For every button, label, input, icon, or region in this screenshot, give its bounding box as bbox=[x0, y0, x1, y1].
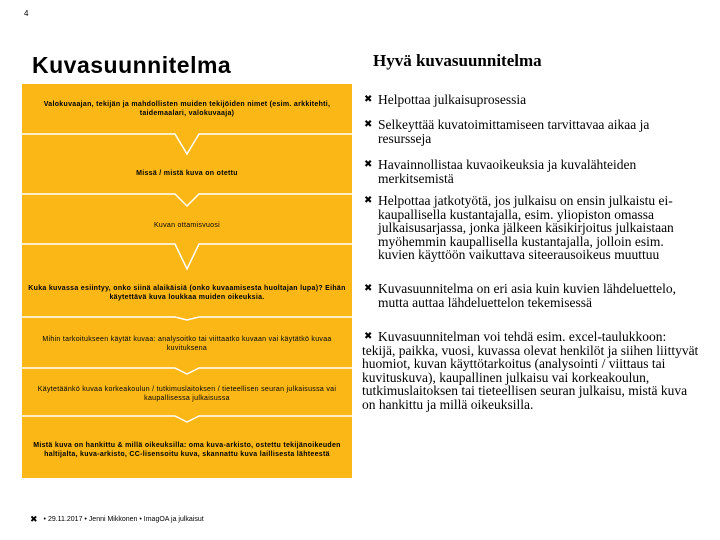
bullet-x-icon: ✖ bbox=[364, 195, 373, 206]
bullet-x-icon: ✖ bbox=[364, 331, 373, 342]
flow-step-4: Kuka kuvassa esiintyy, onko siinä alaikäisiä (onko kuvaamisesta huoltajan lupa)? Eihän käytettävä kuva loukkaa muiden oikeuksia. bbox=[28, 284, 346, 301]
bullet-item bbox=[362, 194, 702, 262]
page-title: Kuvasuunnitelma bbox=[32, 52, 232, 78]
bullet-x-icon: ✖ bbox=[364, 283, 373, 294]
flow-step-7: Mistä kuva on hankittu & millä oikeuksilla: oma kuva-arkisto, ostettu tekijänoikeuden haltijalta, kuva-arkisto, CC-lisensoitu kuva, skannattu kuva laillisesta lähteestä bbox=[33, 441, 341, 458]
bullet-text: Selkeyttää kuvatoimittamiseen tarvittavaa aikaa ja resursseja bbox=[378, 117, 650, 146]
flow-step-6: Käytetäänkö kuvaa korkeakoulun / tutkimuslaitoksen / tieteellisen seuran julkaisussa vai kaupallisessa julkaisussa bbox=[37, 385, 337, 402]
footer bbox=[30, 514, 204, 525]
flow-step-1: Valokuvaajan, tekijän ja mahdollisten muiden tekijöiden nimet (esim. arkkitehti, taidemaalari, valokuvaaja) bbox=[43, 100, 331, 117]
bullet-x-icon: ✖ bbox=[364, 159, 373, 170]
bullet-text: Havainnollistaa kuvaoikeuksia ja kuvalähteiden merkitsemistä bbox=[378, 157, 637, 186]
bullet-text: Helpottaa julkaisuprosessia bbox=[378, 92, 527, 107]
flow-step-2: Missä / mistä kuva on otettu bbox=[136, 170, 238, 178]
flow-diagram bbox=[22, 84, 352, 484]
bullet-x-icon: ✖ bbox=[364, 119, 373, 130]
bullet-text: Helpottaa jatkotyötä, jos julkaisu on ensin julkaistu ei-kaupallisella kustantajalla, esim. yliopiston omassa julkaisusarjassa, jonka jälkeen käsikirjoitus julkaistaan myöhemmin kaupallisella kustantajalla, jolloin esim. kuvien käyttöön vaikuttava siteerausoikeus muuttuu bbox=[378, 193, 674, 262]
footer-text: • 29.11.2017 • Jenni Mikkonen • ImagOA ja julkaisut bbox=[43, 516, 204, 523]
cross-mark-icon: ✖ bbox=[30, 514, 38, 524]
bullet-x-icon: ✖ bbox=[364, 94, 373, 105]
right-title: Hyvä kuvasuunnitelma bbox=[373, 51, 542, 70]
flow-step-3: Kuvan ottamisvuosi bbox=[153, 222, 221, 230]
page-number: 4 bbox=[24, 9, 29, 18]
flow-step-5: Mihin tarkoitukseen käytät kuvaa: analysoitko tai viittaatko kuvaan vai käytätkö kuvaa kuvituksena bbox=[42, 335, 332, 352]
bullet-item bbox=[362, 93, 702, 107]
bullet-item bbox=[362, 118, 702, 145]
bullet-text: Kuvasuunnitelman voi tehdä esim. excel-taulukkoon: bbox=[378, 329, 667, 344]
bullet-text: Kuvasuunnitelma on eri asia kuin kuvien lähdeluettelo, mutta auttaa lähdeluettelon tekemisessä bbox=[378, 281, 677, 310]
bullet-item bbox=[362, 282, 702, 309]
bullet-item bbox=[362, 330, 702, 411]
bullet-item bbox=[362, 158, 702, 185]
bullet-tail-text: tekijä, paikka, vuosi, kuvassa olevat henkilöt ja siihen liittyvät huomiot, kuvan käyttötarkoitus (analysointi / viittaus tai kuvituskuva), kaupallinen julkaisu vai korkeakoulun, tutkimuslaitoksen tai tieteellisen seuran julkaisu, mistä kuva on hankittu ja millä oikeuksilla. bbox=[362, 342, 699, 412]
